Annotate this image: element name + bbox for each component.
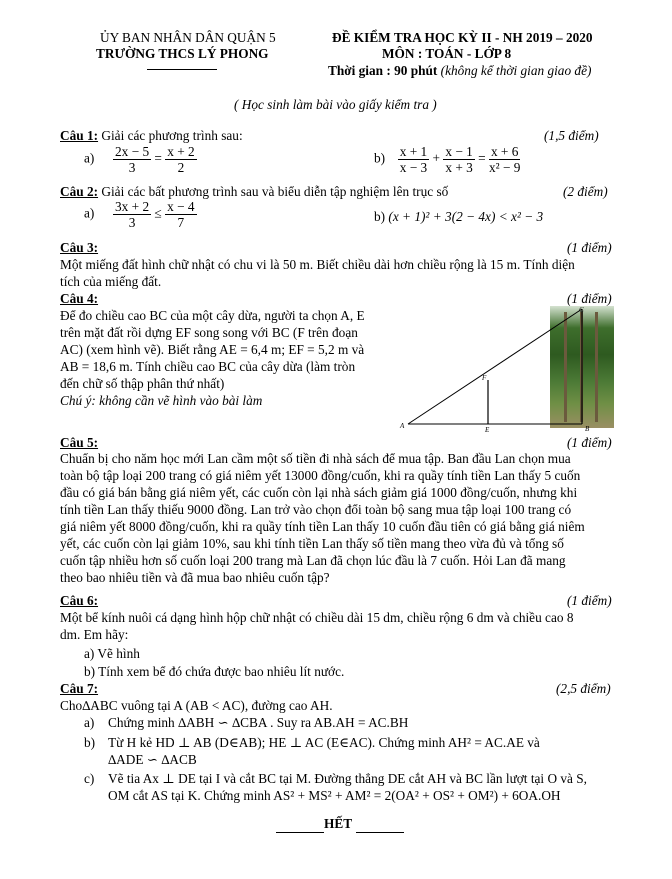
q2-a-label: a) [84,205,95,221]
q7-b-body [108,734,614,768]
q2-a-num1: 3x + 2 [115,199,150,214]
q4-note: Chú ý: không cần vẽ hình vào bài làm [60,393,263,408]
q5-line8: theo bao nhiêu tiền và đã mua bao nhiêu cuốn tập? [60,570,330,585]
q5-title: Câu 5: [60,435,99,450]
q1-points: (1,5 điểm) [544,128,599,143]
q7-b-line2: ∆ADE ∽ ∆ACB [108,752,197,767]
q5-line6: yết, các cuốn còn lại giảm 10%, sau khi tính tiền Lan thấy số tiền mang theo vừa đủ và tổng số [60,536,564,551]
q1-a-num2: x + 2 [167,144,195,159]
q6-line2: dm. Em hãy: [60,627,129,642]
district-name: ỦY BAN NHÂN DÂN QUẬN 5 [100,30,276,45]
label-b: B [585,425,590,433]
q2-a-den1: 3 [128,215,136,230]
q5-line3: đầu có giá bán bằng giá niêm yết, các cuốn còn lại nhà sách giảm giá 1000 đồng/cuốn, nhưng khi [60,485,578,500]
q1-b-label: b) [374,150,386,166]
q4-line3: AC) (xem hình vẽ). Biết rằng AE = 6,4 m; EF = 5,2 m và [60,342,365,357]
q5-line5: giá niêm yết 8000 đồng/cuốn, khi ra quầy tính tiền Lan thấy 10 cuốn đầu tiên có giá bằng giá niêm [60,519,585,534]
q4-body [60,307,392,409]
q1-b-plus: + [432,150,441,166]
time-note: (không kể thời gian giao đề) [440,63,592,78]
q6-b: b) Tính xem bể đó chứa được bao nhiêu lít nước. [84,664,345,679]
q7-title: Câu 7: [60,681,99,696]
q7-a-label: a) [84,715,95,730]
q1-a-den1: 3 [128,160,136,175]
q2-heading [60,183,448,200]
q1-b-frac1 [398,144,429,175]
q4-line5: đến chữ số thập phân thứ nhất) [60,376,225,391]
q5-body [60,450,614,586]
q2-a-frac1 [113,199,151,230]
q3-line2: tích của miếng đất. [60,274,162,289]
q2-a-le: ≤ [154,205,162,221]
q5-line4: tính tiền Lan thấy thiếu 9000 đồng. Lan trở vào chọn đổi toàn bộ sang mua tập loại 100 trang có [60,502,572,517]
q1-a-label: a) [84,150,95,166]
q4-line4: AB = 18,6 m. Tính chiều cao BC của cây dừa (làm tròn [60,359,356,374]
q3-line1: Một miếng đất hình chữ nhật có chu vi là 50 m. Biết chiều dài hơn chiều rộng là 15 m. Tính diện [60,257,575,272]
q7-a-text: Chứng minh ∆ABH ∽ ∆CBA . Suy ra AB.AH = AC.BH [108,715,409,730]
label-f: F [482,374,487,382]
q7-b-label: b) [84,735,96,750]
q1-text: Giải các phương trình sau: [101,128,243,143]
q2-b-expr: (x + 1)² + 3(2 − 4x) < x² − 3 [388,209,544,224]
q2-b [374,208,543,225]
q2-a [84,199,197,230]
q1-b [374,144,520,175]
q3-body [60,256,614,290]
q1-a-eq: = [154,150,162,166]
q1-b-frac2 [443,144,474,175]
q7-c-line2: OM cắt AS tại K. Chứng minh AS² + MS² + AM² = 2(OA² + OS² + OM²) + 6OA.OH [108,788,561,803]
label-a: A [400,422,405,430]
q1-a-frac1 [113,144,151,175]
q1-b-num3: x + 6 [490,144,519,159]
q1-b-den3: x² − 9 [488,160,521,175]
q7-intro: Cho∆ABC vuông tại A (AB < AC), đường cao AH. [60,698,333,713]
q6-a: a) Vẽ hình [84,646,140,661]
q2-text: Giải các bất phương trình sau và biểu diễn tập nghiệm lên trục số [101,184,449,199]
q1-a-frac2 [165,144,196,175]
instruction: ( Học sinh làm bài vào giấy kiểm tra ) [234,97,437,112]
q7-c-body [108,770,614,804]
q1-b-den1: x − 3 [399,160,428,175]
q1-a-den2: 2 [177,160,185,175]
line-ac [408,309,582,424]
q4-title: Câu 4: [60,291,99,306]
q5-line2: toàn bộ tập loại 200 trang có giá niêm yết 13000 đồng/cuốn, khi ra quầy tính tiền Lan thấy 5 cuốn [60,468,581,483]
q4-line1: Để đo chiều cao BC của một cây dừa, người ta chọn A, E [60,308,365,323]
header-underline [147,69,217,70]
label-c: C [579,306,584,314]
q5-line7: cuốn tập nhiều hơn số cuốn loại 200 trang mà Lan đã chọn lúc đầu là 7 cuốn. Hỏi Lan đã mang [60,553,566,568]
q1-a [84,144,197,175]
q7-points: (2,5 điểm) [556,681,611,696]
end-mark: HẾT [324,816,353,831]
label-e: E [485,426,490,434]
q2-a-frac2 [165,199,196,230]
q7-c-label: c) [84,771,95,786]
q3-title: Câu 3: [60,240,99,255]
end-rule-right [356,817,404,833]
q4-points: (1 điểm) [567,291,612,306]
q6-body [60,609,614,643]
q1-b-num1: x + 1 [399,144,428,159]
triangle-figure [396,300,626,435]
q1-b-eq: = [478,150,486,166]
q2-points: (2 điểm) [563,184,608,199]
q3-points: (1 điểm) [567,240,612,255]
q6-title: Câu 6: [60,593,99,608]
q5-points: (1 điểm) [567,435,612,450]
q1-b-num2: x − 1 [445,144,473,159]
q2-title: Câu 2: [60,184,99,199]
q6-line1: Một bể kính nuôi cá dạng hình hộp chữ nhật có chiều dài 15 dm, chiều rộng 6 dm và chiều cao 8 [60,610,574,625]
q1-a-num1: 2x − 5 [115,144,150,159]
q2-a-den2: 7 [177,215,185,230]
q1-b-den2: x + 3 [445,160,473,175]
q4-line2: trên mặt đất rồi dựng EF song song với BC (F trên đoạn [60,325,358,340]
q1-b-frac3 [489,144,520,175]
q1-heading [60,127,243,144]
exam-title: ĐỀ KIỂM TRA HỌC KỲ II - NH 2019 – 2020 [332,30,593,45]
q2-a-num2: x − 4 [167,199,195,214]
q7-c-line1: Vẽ tia Ax ⊥ DE tại I và cắt BC tại M. Đường thẳng DE cắt AH và BC lần lượt tại O và S, [108,771,587,786]
q2-b-label: b) [374,209,386,224]
time-line [328,62,591,79]
q1-title: Câu 1: [60,128,99,143]
time-label: Thời gian : 90 phút [328,63,438,78]
subject-line: MÔN : TOÁN - LỚP 8 [382,46,512,61]
q5-line1: Chuẩn bị cho năm học mới Lan cầm một số tiền đi nhà sách để mua tập. Ban đầu Lan chọn mua [60,451,571,466]
q7-b-line1: Từ H kẻ HD ⊥ AB (D∈AB); HE ⊥ AC (E∈AC). Chứng minh AH² = AC.AE và [108,735,540,750]
end-rule-left [276,817,324,833]
school-name: TRƯỜNG THCS LÝ PHONG [96,46,269,61]
q6-points: (1 điểm) [567,593,612,608]
